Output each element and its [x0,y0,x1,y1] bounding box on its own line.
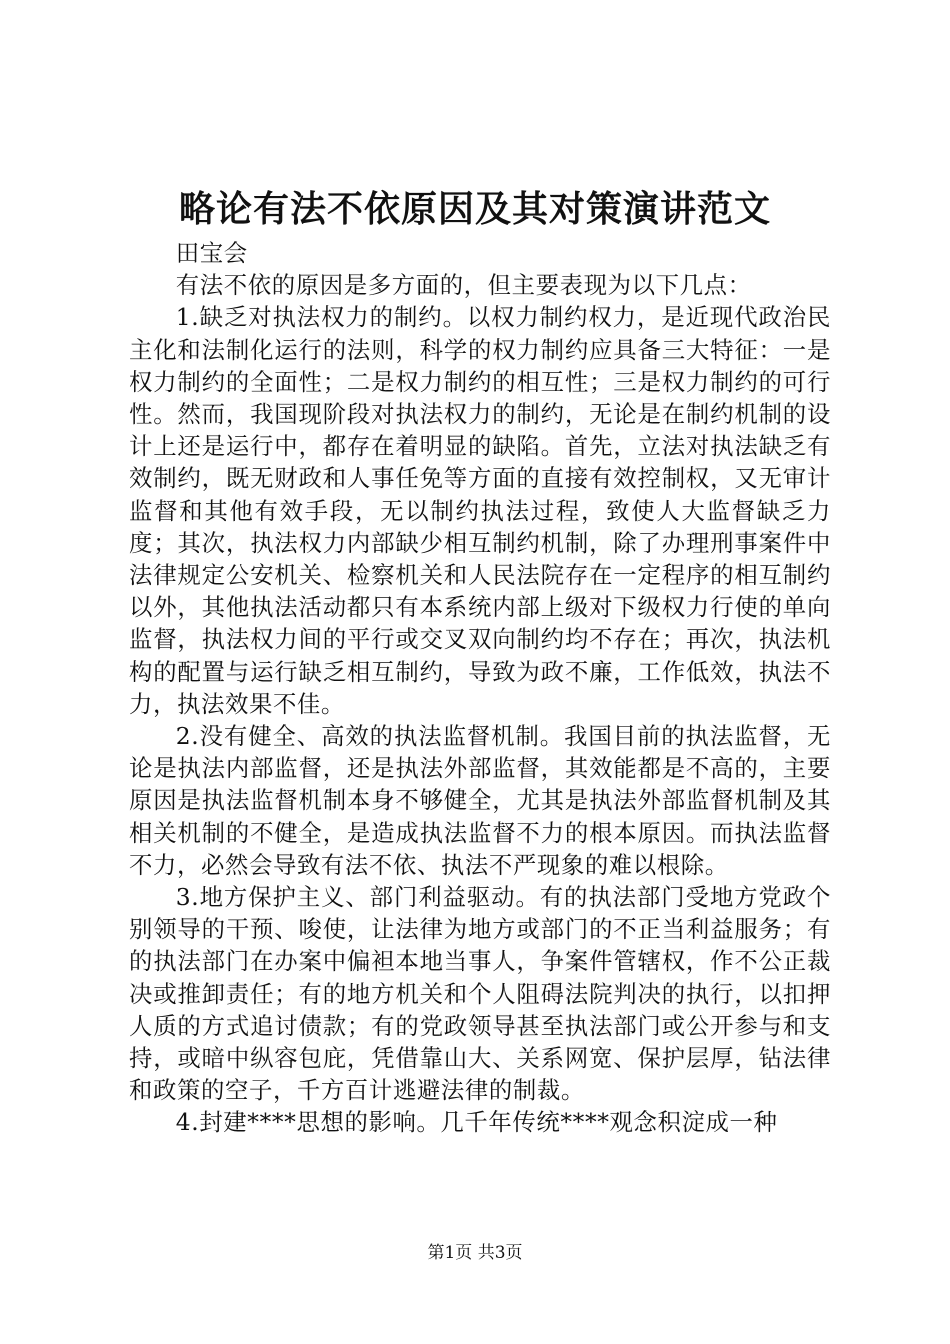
author-line: 田宝会 [175,239,248,267]
paragraph-point-1: 1.缺乏对执法权力的制约。以权力制约权力，是近现代政治民主化和法制化运行的法则，科学的权力制约应具备三大特征：一是权力制约的全面性；二是权力制约的相互性；三是权力制约的可行性。然而，我国现阶段对执法权力的制约，无论是在制约机制的设计上还是运行中，都存在着明显的缺陷。首先，立法对执法缺乏有效制约，既无财政和人事任免等方面的直接有效控制权，又无审计监督和其他有效手段，无以制约执法过程，致使人大监督缺乏力度；其次，执法权力内部缺少相互制约机制，除了办理刑事案件中法律规定公安机关、检察机关和人民法院存在一定程序的相互制约以外，其他执法活动都只有本系统内部上级对下级权力行使的单向监督，执法权力间的平行或交叉双向制约均不存在；再次，执法机构的配置与运行缺乏相互制约，导致为政不廉，工作低效，执法不力，执法效果不佳。 [129,303,831,718]
paragraph-point-2: 2.没有健全、高效的执法监督机制。我国目前的执法监督，无论是执法内部监督，还是执法外部监督，其效能都是不高的，主要原因是执法监督机制本身不够健全，尤其是执法外部监督机制及其相关机制的不健全，是造成执法监督不力的根本原因。而执法监督不力，必然会导致有法不依、执法不严现象的难以根除。 [129,722,831,879]
paragraph-point-3: 3.地方保护主义、部门利益驱动。有的执法部门受地方党政个别领导的干预、唆使，让法律为地方或部门的不正当利益服务；有的执法部门在办案中偏袒本地当事人，争案件管辖权，作不公正裁决或推卸责任；有的地方机关和个人阻碍法院判决的执行，以扣押人质的方式追讨债款；有的党政领导甚至执法部门或公开参与和支持，或暗中纵容包庇，凭借靠山大、关系网宽、保护层厚，钻法律和政策的空子，千方百计逃避法律的制裁。 [129,883,831,1105]
document-title: 略论有法不依原因及其对策演讲范文 [178,188,771,230]
paragraph-intro: 有法不依的原因是多方面的，但主要表现为以下几点： [175,271,752,300]
document-body [129,237,831,1139]
page-number-footer: 第1页 共3页 [427,1243,523,1263]
paragraph-point-4: 4.封建****思想的影响。几千年传统****观念积淀成一种 [175,1108,778,1137]
